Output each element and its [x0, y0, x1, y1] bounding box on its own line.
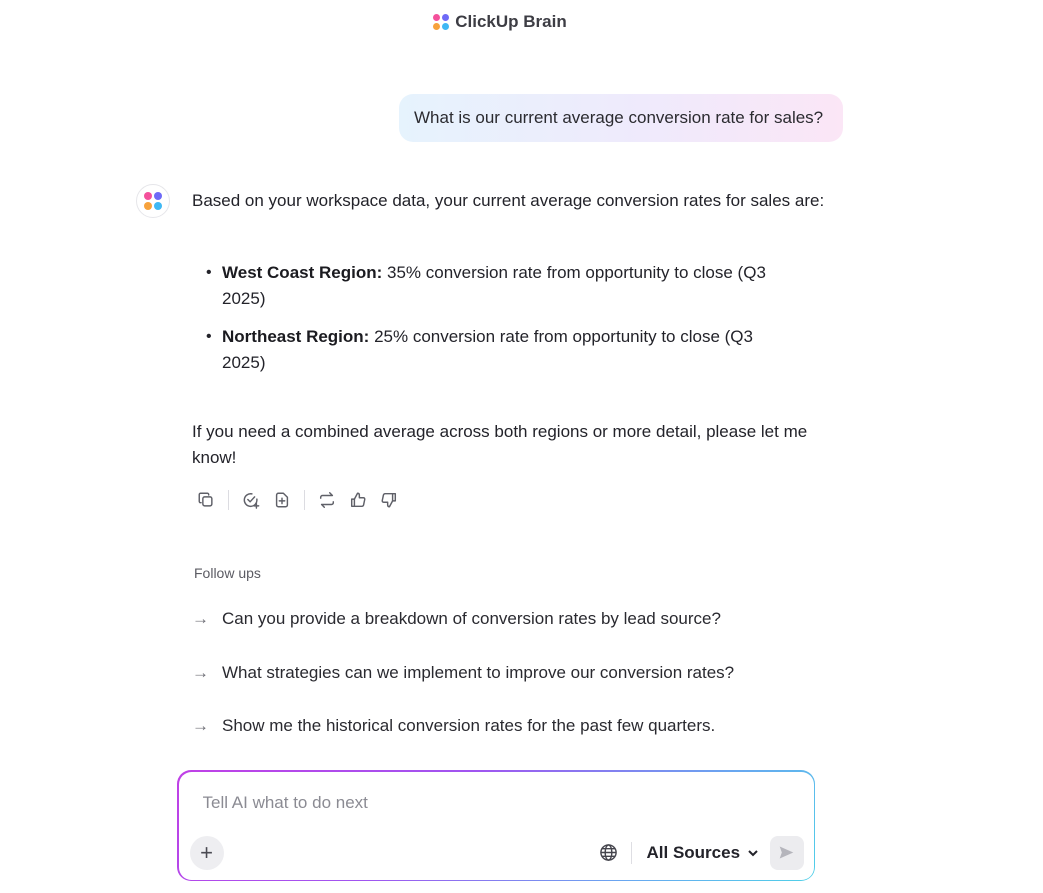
- sources-label: All Sources: [646, 842, 741, 862]
- composer-inner: [179, 772, 814, 880]
- followup-suggestion[interactable]: [192, 716, 715, 736]
- app-header: [0, 12, 1000, 32]
- list-item: [206, 324, 796, 376]
- send-icon: [778, 844, 795, 861]
- create-task-button[interactable]: [239, 488, 263, 512]
- plus-icon: +: [200, 839, 213, 865]
- add-to-doc-icon: [273, 491, 291, 509]
- followup-text: Can you provide a breakdown of conversion rates by lead source?: [222, 609, 721, 628]
- followup-text: What strategies can we implement to improve our conversion rates?: [222, 663, 735, 682]
- copy-icon: [197, 491, 215, 509]
- sources-dropdown[interactable]: [647, 842, 761, 864]
- web-search-button[interactable]: [598, 842, 620, 864]
- divider: [304, 490, 305, 510]
- followup-suggestion[interactable]: [192, 609, 721, 629]
- add-attachment-button[interactable]: [190, 836, 224, 870]
- arrow-right-icon: →: [192, 609, 209, 628]
- divider: [228, 490, 229, 510]
- regenerate-button[interactable]: [315, 488, 339, 512]
- create-task-icon: [242, 491, 260, 509]
- clickup-brain-logo-icon: [433, 14, 449, 30]
- assistant-closing-text: If you need a combined average across both regions or more detail, please let me know!: [192, 422, 808, 467]
- user-message-bubble: [399, 94, 843, 142]
- followup-suggestion[interactable]: [192, 663, 734, 683]
- bullet-label: Northeast Region:: [222, 327, 370, 346]
- bullet-text: 25% conversion rate from opportunity to close (Q3 2025): [222, 327, 753, 372]
- assistant-bullet-list: [206, 260, 796, 388]
- assistant-avatar: [136, 184, 170, 218]
- globe-icon: [599, 843, 618, 862]
- clickup-brain-logo-icon: [144, 192, 162, 210]
- followups-heading: Follow ups: [194, 565, 261, 581]
- thumbs-up-button[interactable]: [346, 488, 370, 512]
- prompt-input[interactable]: [201, 792, 785, 814]
- regenerate-icon: [318, 491, 336, 509]
- add-to-doc-button[interactable]: [270, 488, 294, 512]
- thumbs-down-icon: [380, 491, 398, 509]
- chat-composer: [177, 770, 815, 881]
- list-item: [206, 260, 796, 312]
- message-actions-bar: [194, 488, 408, 512]
- user-message-text: What is our current average conversion rate for sales?: [414, 108, 824, 127]
- assistant-intro-text: Based on your workspace data, your current average conversion rates for sales are:: [192, 191, 825, 210]
- send-button[interactable]: [770, 836, 804, 870]
- chevron-down-icon: [746, 846, 760, 860]
- app-title: ClickUp Brain: [455, 12, 567, 31]
- divider: [631, 842, 632, 864]
- followup-text: Show me the historical conversion rates for the past few quarters.: [222, 716, 716, 735]
- thumbs-up-icon: [349, 491, 367, 509]
- copy-button[interactable]: [194, 488, 218, 512]
- bullet-label: West Coast Region:: [222, 263, 383, 282]
- bullet-text: 35% conversion rate from opportunity to close (Q3 2025): [222, 263, 766, 308]
- arrow-right-icon: →: [192, 663, 209, 682]
- arrow-right-icon: →: [192, 716, 209, 735]
- thumbs-down-button[interactable]: [377, 488, 401, 512]
